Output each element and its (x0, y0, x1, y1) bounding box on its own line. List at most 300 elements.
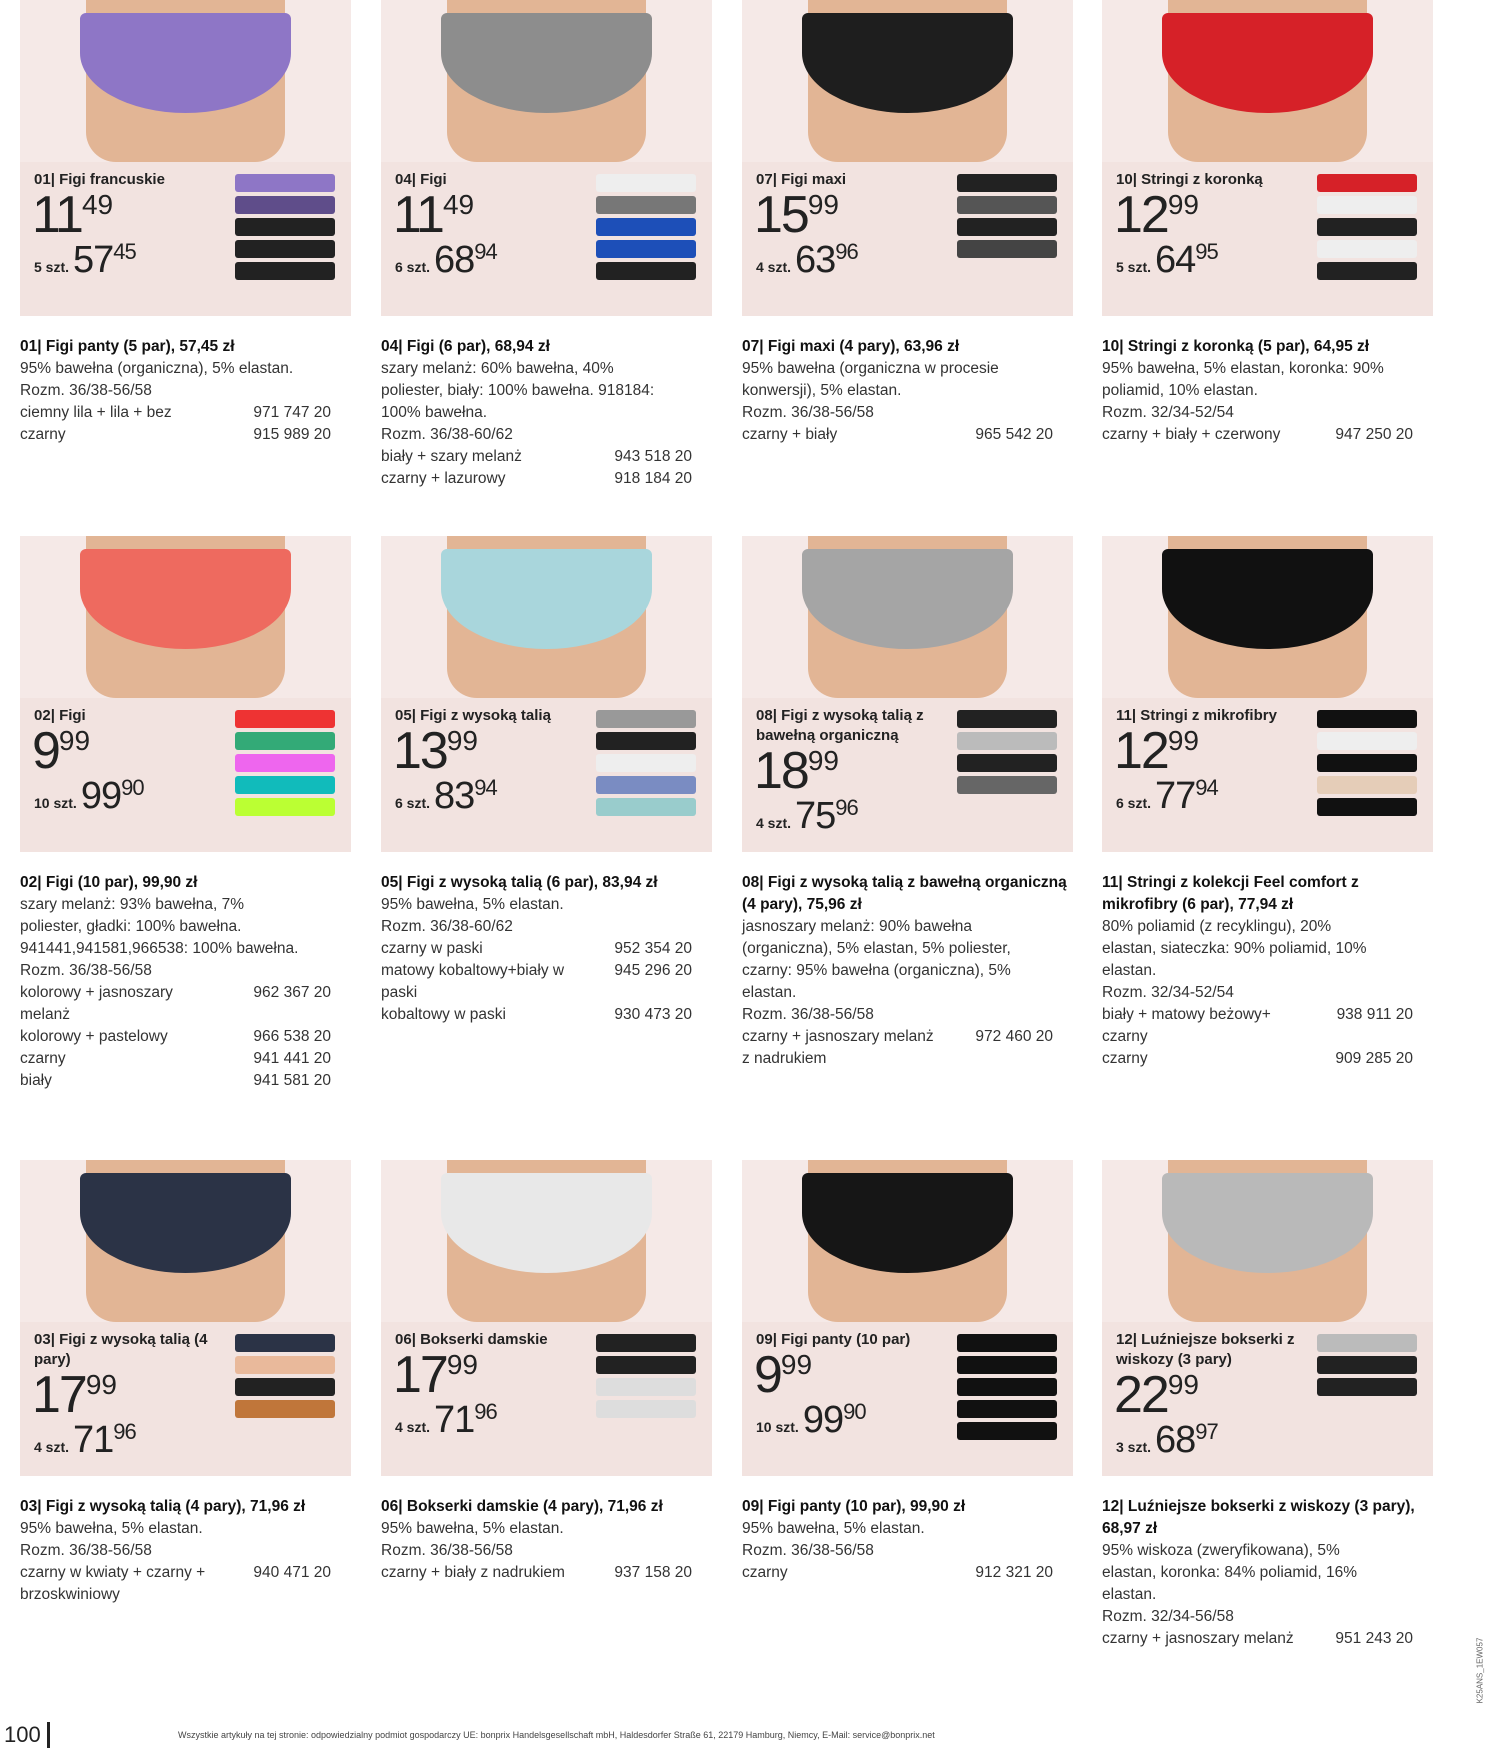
pack-item (235, 798, 335, 816)
pack-price-cents: 45 (113, 239, 136, 264)
pack-price-main: 99 (80, 775, 122, 817)
variant-row (1102, 1004, 1433, 1048)
unit-price-cents: 99 (58, 725, 91, 756)
variant-row (742, 424, 1073, 446)
desc-line: Rozm. 36/38-60/62 (381, 426, 513, 443)
variant-row (381, 960, 712, 1004)
product-label: 12| Luźniejsze bokserki z wiskozy (3 pary) (1116, 1331, 1295, 1368)
product-photo[interactable] (381, 1160, 712, 1322)
product-photo[interactable] (742, 536, 1073, 698)
price-panel (742, 698, 1073, 852)
pack-item (235, 218, 335, 236)
pack-item (596, 174, 696, 192)
pack-image (957, 1334, 1057, 1464)
pack-item (1317, 1356, 1417, 1374)
unit-price-cents: 99 (807, 189, 839, 220)
pack-item (596, 732, 696, 750)
variant-color: czarny w kwiaty + czarny + brzoskwiniowy (20, 1564, 206, 1603)
unit-price (1114, 1366, 1312, 1424)
price-panel (381, 1322, 712, 1476)
pack-item (957, 710, 1057, 728)
pack-price-cents: 96 (113, 1419, 136, 1444)
product-description (20, 1476, 351, 1606)
pack-price-main: 64 (1155, 239, 1196, 281)
unit-price (1114, 186, 1312, 244)
pack-price-cents: 94 (474, 775, 497, 800)
variant-code: 952 354 20 (614, 940, 692, 957)
unit-price-main: 17 (393, 1346, 447, 1404)
pack-item (235, 1378, 335, 1396)
product-card-06[interactable] (381, 1160, 712, 1584)
pack-item (957, 732, 1057, 750)
pack-item (1317, 732, 1417, 750)
product-number: 03 (34, 1331, 51, 1348)
product-card-08[interactable] (742, 536, 1073, 1070)
product-photo[interactable] (742, 1160, 1073, 1322)
product-title: 10| Stringi z koronką (5 par), 64,95 zł (1102, 338, 1370, 355)
unit-price-main: 22 (1114, 1366, 1168, 1424)
pack-qty: 4 szt. (395, 1419, 431, 1435)
desc-line: poliester, gładki: 100% bawełna. (20, 918, 242, 935)
desc-line: konwersji), 5% elastan. (742, 382, 902, 399)
product-photo[interactable] (1102, 536, 1433, 698)
variant-row (20, 402, 351, 424)
variant-code: 909 285 20 (1335, 1050, 1413, 1067)
product-description (20, 316, 351, 446)
product-label-text: Figi panty (10 par) (781, 1331, 911, 1348)
unit-price-main: 9 (754, 1346, 781, 1404)
pack-price (34, 776, 230, 823)
pack-item (1317, 174, 1417, 192)
product-photo[interactable] (20, 1160, 351, 1322)
variant-code: 912 321 20 (975, 1564, 1053, 1581)
product-title: 06| Bokserki damskie (4 pary), 71,96 zł (381, 1498, 663, 1515)
legal-notice: Wszystkie artykuły na tej stronie: odpowiedzialny podmiot gospodarczy UE: bonprix Handelsgesellschaft mbH, Haldesdorfer Straße 61, 22179 Hamburg, Niemcy, E-Mail: service@bonprix.net (178, 1730, 935, 1740)
desc-line: elastan. (742, 984, 797, 1001)
unit-price (1114, 722, 1312, 780)
product-number: 04 (395, 171, 412, 188)
pack-price-cents: 94 (474, 239, 497, 264)
price-block (756, 1330, 952, 1447)
variant-color: czarny (20, 1050, 66, 1067)
desc-line: Rozm. 36/38-56/58 (20, 962, 152, 979)
variant-color: czarny + biały (742, 426, 838, 443)
pack-item (235, 710, 335, 728)
variant-color: czarny + biały z nadrukiem (381, 1564, 565, 1581)
pack-item (596, 754, 696, 772)
desc-line: Rozm. 36/38-56/58 (742, 404, 874, 421)
variant-row (742, 1026, 1073, 1070)
variant-row (1102, 1628, 1433, 1650)
price-block (395, 706, 591, 823)
variant-row (1102, 424, 1433, 446)
pack-qty: 10 szt. (756, 1419, 799, 1435)
desc-line: elastan, siateczka: 90% poliamid, 10% (1102, 940, 1367, 957)
desc-line: 95% bawełna, 5% elastan. (20, 1520, 203, 1537)
unit-price (393, 186, 591, 244)
pack-price-main: 68 (434, 239, 475, 281)
product-label: 06| Bokserki damskie (395, 1331, 548, 1348)
product-number: 08 (756, 707, 773, 724)
variant-color: matowy kobaltowy+biały w paski (381, 962, 565, 1001)
variant-color: czarny (742, 1564, 788, 1581)
pack-qty: 5 szt. (34, 259, 70, 275)
product-photo[interactable] (381, 0, 712, 162)
price-block (756, 170, 952, 287)
pack-price (756, 796, 952, 843)
pack-price (1116, 240, 1312, 287)
desc-line: Rozm. 36/38-56/58 (20, 1542, 152, 1559)
product-label-text: Figi z wysoką talią z bawełną organiczną (756, 707, 924, 744)
product-label-text: Figi maxi (781, 171, 847, 188)
price-block (395, 170, 591, 287)
desc-line: 941441,941581,966538: 100% bawełna. (20, 940, 299, 957)
product-card-12[interactable] (1102, 1160, 1433, 1650)
product-label: 02| Figi (34, 707, 86, 724)
product-card-09[interactable] (742, 1160, 1073, 1584)
unit-price-cents: 99 (780, 1349, 813, 1380)
unit-price (32, 186, 230, 244)
variant-color: czarny + lazurowy (381, 470, 506, 487)
pack-qty: 10 szt. (34, 795, 77, 811)
price-panel (20, 162, 351, 316)
pack-qty: 6 szt. (395, 259, 431, 275)
desc-line: poliester, biały: 100% bawełna. 918184: (381, 382, 655, 399)
pack-price (34, 240, 230, 287)
variant-code: 951 243 20 (1335, 1630, 1413, 1647)
variant-code: 940 471 20 (253, 1564, 331, 1581)
variant-color: czarny w paski (381, 940, 483, 957)
variant-row (381, 1562, 712, 1584)
price-panel (742, 1322, 1073, 1476)
product-description (742, 852, 1073, 1070)
product-label: 09| Figi panty (10 par) (756, 1331, 911, 1348)
product-title: 09| Figi panty (10 par), 99,90 zł (742, 1498, 966, 1515)
variant-code: 918 184 20 (614, 470, 692, 487)
unit-price (754, 742, 952, 800)
pack-price-cents: 90 (121, 775, 144, 800)
pack-price (756, 240, 952, 287)
unit-price (393, 722, 591, 780)
pack-item (596, 1378, 696, 1396)
product-card-02[interactable] (20, 536, 351, 1092)
price-panel (20, 1322, 351, 1476)
pack-item (1317, 754, 1417, 772)
variant-row (20, 982, 351, 1026)
pack-item (957, 754, 1057, 772)
desc-line: 95% bawełna, 5% elastan. (381, 1520, 564, 1537)
price-panel (742, 162, 1073, 316)
pack-qty: 4 szt. (34, 1439, 70, 1455)
unit-price (32, 722, 230, 780)
pack-price-main: 83 (434, 775, 475, 817)
unit-price (754, 1346, 952, 1404)
variant-code: 938 911 20 (1336, 1006, 1413, 1023)
unit-price-cents: 99 (446, 725, 478, 756)
pack-item (957, 1422, 1057, 1440)
product-description (381, 316, 712, 490)
unit-price-main: 9 (32, 722, 59, 780)
pack-item (235, 732, 335, 750)
pack-item (596, 1334, 696, 1352)
pack-item (235, 174, 335, 192)
product-card-07[interactable] (742, 0, 1073, 446)
pack-item (596, 710, 696, 728)
product-title: 07| Figi maxi (4 pary), 63,96 zł (742, 338, 960, 355)
price-panel (1102, 698, 1433, 852)
pack-price-cents: 96 (835, 795, 858, 820)
pack-item (235, 1400, 335, 1418)
variant-color: czarny + biały + czerwony (1102, 426, 1281, 443)
pack-item (957, 218, 1057, 236)
variant-code: 937 158 20 (614, 1564, 692, 1581)
variant-row (1102, 1048, 1433, 1070)
unit-price-main: 12 (1114, 722, 1168, 780)
pack-item (596, 1356, 696, 1374)
price-block (34, 170, 230, 287)
pack-item (235, 262, 335, 280)
unit-price-main: 15 (754, 186, 808, 244)
product-title: 08| Figi z wysoką talią z bawełną organiczną (4 pary), 75,96 zł (742, 874, 1067, 913)
variant-row (20, 424, 351, 446)
unit-price-main: 11 (32, 186, 82, 244)
pack-item (957, 776, 1057, 794)
unit-price (754, 186, 952, 244)
pack-price-cents: 96 (474, 1399, 497, 1424)
pack-item (1317, 710, 1417, 728)
pack-qty: 6 szt. (1116, 795, 1152, 811)
pack-item (1317, 776, 1417, 794)
desc-line: Rozm. 36/38-56/58 (20, 382, 152, 399)
pack-price-cents: 94 (1195, 775, 1218, 800)
pack-item (596, 798, 696, 816)
desc-line: Rozm. 32/34-52/54 (1102, 984, 1234, 1001)
desc-line: Rozm. 36/38-60/62 (381, 918, 513, 935)
desc-line: Rozm. 32/34-56/58 (1102, 1608, 1234, 1625)
pack-image (957, 174, 1057, 304)
unit-price-main: 17 (32, 1366, 86, 1424)
product-number: 06 (395, 1331, 412, 1348)
variant-color: biały (20, 1072, 52, 1089)
pack-item (596, 262, 696, 280)
unit-price-cents: 99 (1167, 189, 1199, 220)
variant-code: 965 542 20 (975, 426, 1053, 443)
product-number: 01 (34, 171, 51, 188)
variant-color: czarny (1102, 1050, 1148, 1067)
variant-row (381, 468, 712, 490)
product-title: 12| Luźniejsze bokserki z wiskozy (3 pary), 68,97 zł (1102, 1498, 1415, 1537)
price-panel (381, 162, 712, 316)
desc-line: Rozm. 32/34-52/54 (1102, 404, 1234, 421)
product-title: 05| Figi z wysoką talią (6 par), 83,94 zł (381, 874, 658, 891)
desc-line: elastan. (1102, 1586, 1157, 1603)
pack-item (957, 174, 1057, 192)
price-block (34, 1330, 230, 1467)
product-card-10[interactable] (1102, 0, 1433, 446)
unit-price-cents: 49 (81, 189, 114, 220)
desc-line: 95% bawełna, 5% elastan. (742, 1520, 925, 1537)
pack-price (34, 1420, 230, 1467)
price-panel (1102, 162, 1433, 316)
price-block (395, 1330, 591, 1447)
pack-qty: 6 szt. (395, 795, 431, 811)
pack-item (596, 1400, 696, 1418)
pack-price (395, 776, 591, 823)
pack-image (596, 174, 696, 304)
pack-price-cents: 96 (835, 239, 858, 264)
variant-row (20, 1070, 351, 1092)
pack-price-main: 57 (73, 239, 114, 281)
desc-line: czarny: 95% bawełna (organiczna), 5% (742, 962, 1011, 979)
desc-line: Rozm. 36/38-56/58 (381, 1542, 513, 1559)
pack-image (235, 710, 335, 840)
product-card-01[interactable] (20, 0, 351, 446)
product-photo[interactable] (742, 0, 1073, 162)
product-photo[interactable] (1102, 0, 1433, 162)
product-description (1102, 852, 1433, 1070)
product-title: 04| Figi (6 par), 68,94 zł (381, 338, 550, 355)
desc-line: elastan. (1102, 962, 1157, 979)
product-title: 11| Stringi z kolekcji Feel comfort z mikrofibry (6 par), 77,94 zł (1102, 874, 1359, 913)
variant-color: ciemny lila + lila + bez (20, 404, 172, 421)
price-block (34, 706, 230, 823)
unit-price-cents: 49 (442, 189, 475, 220)
product-photo[interactable] (1102, 1160, 1433, 1322)
product-label: 07| Figi maxi (756, 171, 847, 188)
variant-row (381, 938, 712, 960)
unit-price-main: 13 (393, 722, 447, 780)
pack-price-cents: 90 (843, 1399, 866, 1424)
price-block (756, 706, 952, 843)
pack-item (596, 196, 696, 214)
product-photo[interactable] (381, 536, 712, 698)
product-label-text: Stringi z koronką (1141, 171, 1263, 188)
price-panel (20, 698, 351, 852)
pack-qty: 4 szt. (756, 815, 792, 831)
product-label-text: Figi (420, 171, 447, 188)
variant-row (742, 1562, 1073, 1584)
catalog-code: K25ANS_1EW057 (1475, 1637, 1485, 1704)
pack-item (1317, 1378, 1417, 1396)
product-label-text: Figi francuskie (59, 171, 165, 188)
variant-code: 945 296 20 (614, 962, 692, 979)
product-number: 10 (1116, 171, 1133, 188)
product-label-text: Luźniejsze bokserki z wiskozy (3 pary) (1116, 1331, 1295, 1368)
pack-image (235, 174, 335, 304)
variant-row (381, 446, 712, 468)
price-panel (1102, 1322, 1433, 1476)
unit-price-cents: 99 (1167, 725, 1199, 756)
page-number: 100 (4, 1722, 50, 1748)
pack-image (1317, 710, 1417, 840)
variant-code: 962 367 20 (253, 984, 331, 1001)
pack-item (1317, 798, 1417, 816)
variant-code: 943 518 20 (614, 448, 692, 465)
pack-price-main: 71 (434, 1399, 475, 1441)
variant-row (20, 1026, 351, 1048)
product-label: 08| Figi z wysoką talią z bawełną organiczną (756, 707, 924, 744)
pack-price-main: 75 (795, 795, 836, 837)
unit-price-cents: 99 (807, 745, 839, 776)
product-number: 05 (395, 707, 412, 724)
pack-qty: 3 szt. (1116, 1439, 1152, 1455)
variant-code: 971 747 20 (253, 404, 331, 421)
desc-line: szary melanż: 93% bawełna, 7% (20, 896, 245, 913)
unit-price-main: 12 (1114, 186, 1168, 244)
product-photo[interactable] (20, 0, 351, 162)
desc-line: 100% bawełna. (381, 404, 487, 421)
pack-item (596, 240, 696, 258)
variant-code: 941 581 20 (253, 1072, 331, 1089)
product-description (381, 1476, 712, 1584)
pack-image (1317, 1334, 1417, 1464)
pack-item (1317, 262, 1417, 280)
product-label-text: Figi z wysoką talią (420, 707, 551, 724)
product-card-04[interactable] (381, 0, 712, 490)
product-label-text: Figi (59, 707, 86, 724)
price-block (1116, 170, 1312, 287)
unit-price-main: 18 (754, 742, 808, 800)
pack-price (1116, 776, 1312, 823)
variant-row (20, 1562, 351, 1606)
desc-line: Rozm. 36/38-56/58 (742, 1006, 874, 1023)
pack-image (235, 1334, 335, 1464)
desc-line: 95% wiskoza (zweryfikowana), 5% (1102, 1542, 1340, 1559)
product-description (742, 1476, 1073, 1584)
product-card-05[interactable] (381, 536, 712, 1026)
pack-image (596, 1334, 696, 1464)
unit-price-main: 11 (393, 186, 443, 244)
variant-color: biały + szary melanż (381, 448, 522, 465)
product-number: 07 (756, 171, 773, 188)
desc-line: elastan, koronka: 84% poliamid, 16% (1102, 1564, 1358, 1581)
desc-line: 95% bawełna, 5% elastan, koronka: 90% (1102, 360, 1384, 377)
product-card-03[interactable] (20, 1160, 351, 1606)
product-label: 05| Figi z wysoką talią (395, 707, 551, 724)
product-description (1102, 316, 1433, 446)
product-title: 01| Figi panty (5 par), 57,45 zł (20, 338, 235, 355)
product-label-text: Figi z wysoką talią (4 pary) (34, 1331, 208, 1368)
pack-item (235, 754, 335, 772)
variant-row (20, 1048, 351, 1070)
unit-price-cents: 99 (446, 1349, 478, 1380)
pack-item (235, 1334, 335, 1352)
product-photo[interactable] (20, 536, 351, 698)
desc-line: (organiczna), 5% elastan, 5% poliester, (742, 940, 1011, 957)
pack-qty: 5 szt. (1116, 259, 1152, 275)
pack-price (395, 1400, 591, 1447)
product-number: 02 (34, 707, 51, 724)
pack-item (235, 196, 335, 214)
pack-item (957, 240, 1057, 258)
desc-line: 95% bawełna, 5% elastan. (381, 896, 564, 913)
variant-color: kolorowy + pastelowy (20, 1028, 168, 1045)
pack-item (235, 776, 335, 794)
pack-image (1317, 174, 1417, 304)
variant-code: 972 460 20 (975, 1028, 1053, 1045)
pack-item (596, 776, 696, 794)
pack-price-main: 77 (1155, 775, 1196, 817)
product-label: 10| Stringi z koronką (1116, 171, 1263, 188)
variant-color: kobaltowy w paski (381, 1006, 506, 1023)
variant-color: biały + matowy beżowy+ czarny (1102, 1006, 1271, 1045)
desc-line: Rozm. 36/38-56/58 (742, 1542, 874, 1559)
pack-price (756, 1400, 952, 1447)
product-card-11[interactable] (1102, 536, 1433, 1070)
product-number: 09 (756, 1331, 773, 1348)
price-block (1116, 706, 1312, 823)
variant-code: 941 441 20 (253, 1050, 331, 1067)
